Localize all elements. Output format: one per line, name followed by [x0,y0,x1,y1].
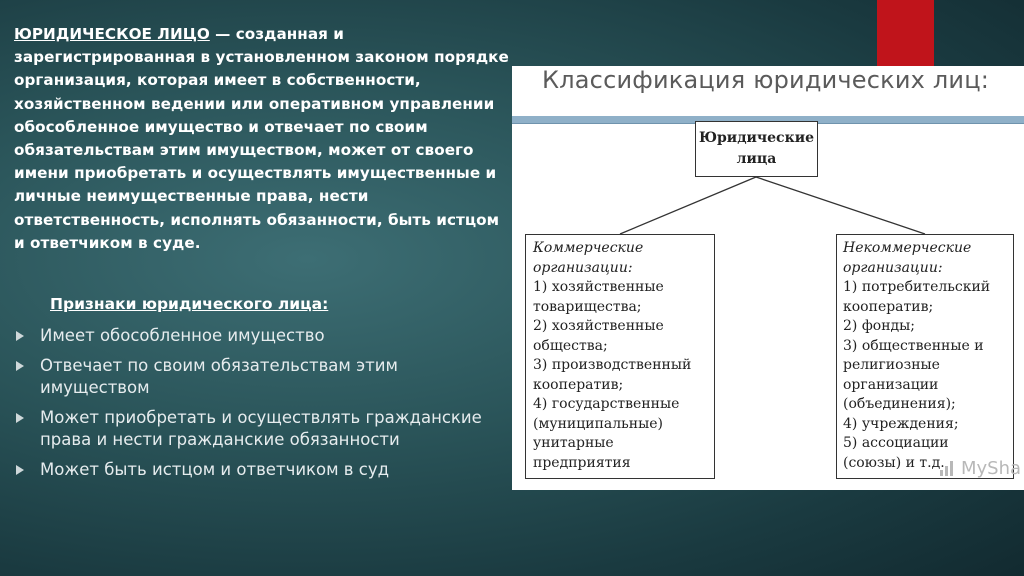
noncommercial-item: 2) фонды; [843,318,916,334]
commercial-item: 4) государственные (муниципальные) унитарные предприятия [533,396,680,471]
list-item [14,459,484,481]
features-list [14,325,484,489]
commercial-item: 2) хозяйственные общества; [533,318,664,354]
list-item [14,325,484,347]
bullet-arrow-icon [16,413,24,423]
bullet-arrow-icon [16,361,24,371]
bullet-arrow-icon [16,465,24,475]
noncommercial-organizations-node [836,234,1014,479]
features-heading: Признаки юридического лица: [50,295,329,313]
commercial-organizations-node [525,234,715,479]
definition-text: — созданная и зарегистрированная в установленном законом порядке организация, которая имеет в собственности, хозяйственном ведении или оперативном управлении обособленное имущество и отвечает по своим обязательствам этим имуществом, может от своего имени приобретать и осуществлять имущественные и личные неимущественные права, нести ответственность, исполнять обязанности, быть истцом и ответчиком в суде. [14,25,509,252]
list-item-text: Может приобретать и осуществлять гражданские права и нести гражданские обязанности [40,408,482,449]
list-item [14,407,484,451]
diagram-title: Классификация юридических лиц: [542,66,990,94]
noncommercial-header: Некоммерческие организации: [843,240,972,276]
classification-diagram [512,66,1024,490]
commercial-item: 1) хозяйственные товарищества; [533,279,664,315]
connector-line-left [620,177,756,234]
root-node [695,121,818,177]
list-item-text: Может быть истцом и ответчиком в суд [40,460,390,479]
bullet-arrow-icon [16,331,24,341]
definition-paragraph [14,23,514,255]
commercial-header: Коммерческие организации: [533,240,644,276]
watermark-text: MySha [961,458,1022,479]
definition-term: ЮРИДИЧЕСКОЕ ЛИЦО [14,25,210,43]
noncommercial-item: 3) общественные и религиозные организации (объединения); [843,337,984,412]
noncommercial-item: 1) потребительский кооператив; [843,279,991,315]
list-item-text: Отвечает по своим обязательствам этим имуществом [40,356,398,397]
noncommercial-item: 5) ассоциации (союзы) и т.д. [843,435,949,471]
bar-chart-icon [940,461,955,476]
connector-line-right [756,177,925,234]
accent-bar [877,0,934,70]
list-item [14,355,484,399]
list-item-text: Имеет обособленное имущество [40,326,325,345]
watermark [940,458,1021,479]
noncommercial-item: 4) учреждения; [843,415,959,432]
root-node-label: Юридические лица [699,130,814,167]
commercial-item: 3) производственный кооператив; [533,357,692,393]
